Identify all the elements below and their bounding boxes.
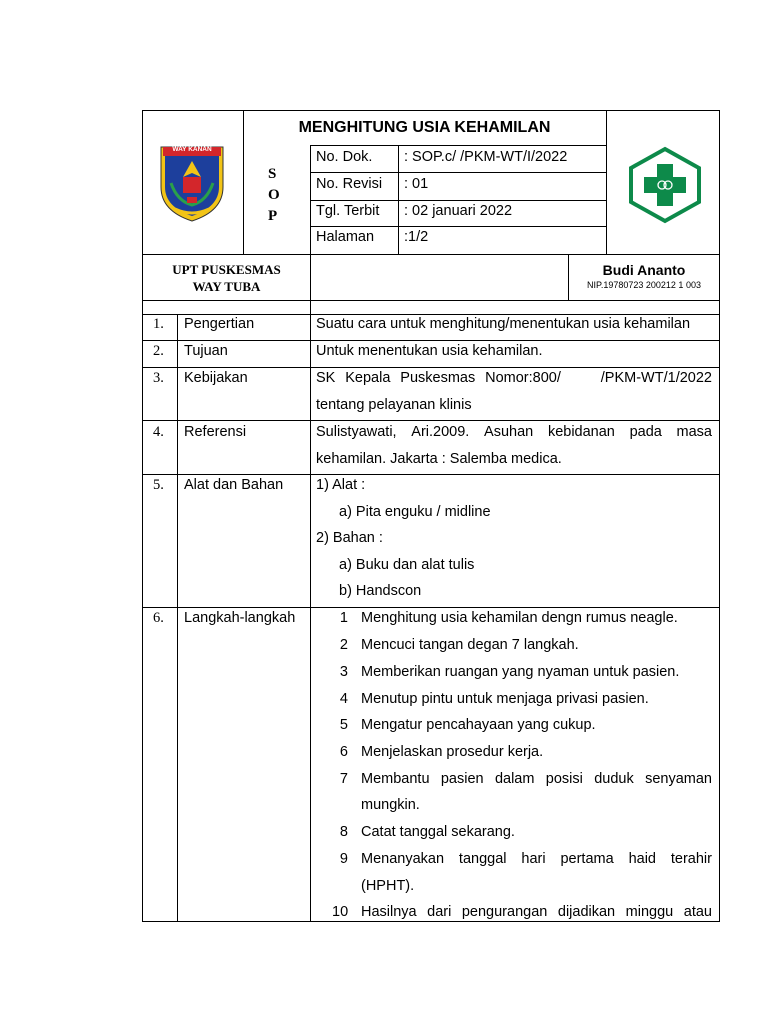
meta-label: No. Dok.: [316, 149, 373, 165]
word: dari: [427, 904, 452, 920]
alat-heading: 1) Alat :: [316, 477, 366, 493]
step-number: 10: [332, 904, 349, 920]
row-label: Alat dan Bahan: [184, 477, 284, 493]
logo-banner-text: WAY KANAN: [172, 146, 212, 153]
step-text: Catat tanggal sekarang.: [361, 824, 515, 840]
step-text-line1: [361, 904, 712, 921]
bahan-item: a) Buku dan alat tulis: [339, 557, 475, 573]
alat-item: a) Pita enguku / midline: [339, 504, 491, 520]
word: Hasilnya: [361, 904, 417, 920]
word: terahir: [670, 851, 712, 867]
signer-name: Budi Ananto: [602, 262, 686, 278]
step-text-line1: [361, 851, 712, 868]
step-text: Mengatur pencahayaan yang cukup.: [361, 717, 596, 733]
way-kanan-logo: [157, 143, 227, 223]
row-content: Untuk menentukan usia kehamilan.: [316, 343, 543, 359]
word: Puskesmas: [400, 370, 476, 386]
word: pertama: [560, 851, 614, 867]
sop-letter: O: [268, 187, 280, 203]
step-number: 3: [339, 664, 348, 680]
row-content-line1: [316, 424, 712, 441]
word: Kepala: [345, 370, 391, 386]
row-number: 1.: [153, 316, 164, 332]
meta-value: : 02 januari 2022: [404, 203, 513, 219]
sop-letter: P: [268, 208, 278, 224]
word: senyaman: [645, 771, 712, 787]
word: pasien: [440, 771, 484, 787]
step-number: 8: [339, 824, 348, 840]
word: SK: [316, 370, 336, 386]
word: pada: [629, 424, 662, 440]
organization-name-line1: UPT PUSKESMAS: [172, 262, 281, 277]
row-number: 3.: [153, 370, 164, 386]
step-text-line1: [361, 771, 712, 788]
step-text: Mencuci tangan degan 7 langkah.: [361, 637, 579, 653]
signer-nip: NIP.19780723 200212 1 003: [587, 280, 701, 290]
word: Asuhan: [484, 424, 534, 440]
puskesmas-logo: [626, 146, 704, 224]
meta-label: Tgl. Terbit: [316, 203, 380, 219]
row-number: 5.: [153, 477, 164, 493]
row-number: 4.: [153, 424, 164, 440]
word: dalam: [494, 771, 535, 787]
word: Sulistyawati,: [316, 424, 397, 440]
meta-label: Halaman: [316, 229, 375, 245]
step-text-line2: mungkin.: [361, 797, 420, 813]
word: minggu: [625, 904, 674, 920]
step-number: 2: [339, 637, 348, 653]
sop-letter: S: [268, 166, 277, 182]
word: Nomor:800/: [485, 370, 561, 386]
meta-value: : 01: [404, 176, 429, 192]
word: /PKM-WT/1/2022: [600, 370, 712, 386]
step-number: 1: [339, 610, 348, 626]
row-label: Tujuan: [184, 343, 228, 359]
meta-label: No. Revisi: [316, 176, 383, 192]
row-content-line2: kehamilan. Jakarta : Salemba medica.: [316, 451, 562, 467]
step-text: Menghitung usia kehamilan dengn rumus neagle.: [361, 610, 678, 626]
organization-name-line2: WAY TUBA: [192, 279, 261, 294]
word: pengurangan: [461, 904, 548, 920]
step-number: 4: [339, 691, 348, 707]
word: Ari.2009.: [411, 424, 470, 440]
word: masa: [676, 424, 712, 440]
word: atau: [683, 904, 712, 920]
word: kebidanan: [547, 424, 615, 440]
row-content-line1: [316, 370, 712, 387]
step-text-line2: (HPHT).: [361, 878, 415, 894]
row-label: Referensi: [184, 424, 247, 440]
word: Membantu: [361, 771, 430, 787]
row-number: 6.: [153, 610, 164, 626]
word: haid: [628, 851, 656, 867]
step-text: Memberikan ruangan yang nyaman untuk pasien.: [361, 664, 680, 680]
row-label: Pengertian: [184, 316, 255, 332]
meta-value: :1/2: [404, 229, 429, 245]
word: dijadikan: [557, 904, 616, 920]
word: tanggal: [458, 851, 507, 867]
step-number: 9: [339, 851, 348, 867]
word: duduk: [594, 771, 634, 787]
word: Menanyakan: [361, 851, 445, 867]
step-number: 6: [339, 744, 348, 760]
word: hari: [521, 851, 546, 867]
document-title: MENGHITUNG USIA KEHAMILAN: [298, 119, 551, 136]
sop-header: [0, 0, 768, 300]
step-text: Menjelaskan prosedur kerja.: [361, 744, 544, 760]
bahan-item: b) Handscon: [339, 583, 422, 599]
step-number: 5: [339, 717, 348, 733]
step-text: Menutup pintu untuk menjaga privasi pasien.: [361, 691, 649, 707]
meta-value: : SOP.c/ /PKM-WT/I/2022: [404, 149, 568, 165]
row-number: 2.: [153, 343, 164, 359]
row-label: Kebijakan: [184, 370, 248, 386]
row-content-line2: tentang pelayanan klinis: [316, 397, 472, 413]
row-content: Suatu cara untuk menghitung/menentukan usia kehamilan: [316, 316, 691, 332]
step-number: 7: [339, 771, 348, 787]
row-label: Langkah-langkah: [184, 610, 296, 626]
word: posisi: [545, 771, 583, 787]
bahan-heading: 2) Bahan :: [316, 530, 383, 546]
